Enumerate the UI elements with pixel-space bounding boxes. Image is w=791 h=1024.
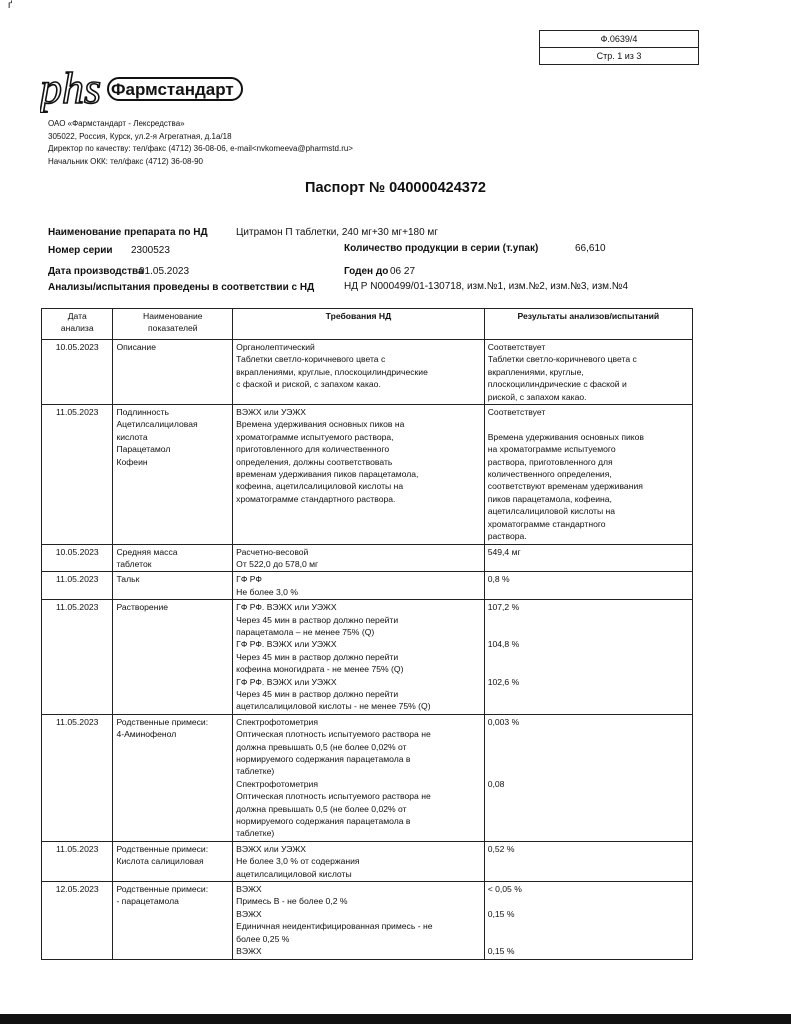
analysis-table	[41, 308, 693, 960]
quality-director: Директор по качеству: тел/факс (4712) 36-08-06, e-mail<nvkomeeva@pharmstd.ru>	[48, 144, 353, 153]
analysis-date: 11.05.2023	[42, 572, 113, 600]
table-row	[42, 882, 693, 959]
qty-label: Количество продукции в серии (т.упак)	[344, 243, 539, 254]
parameter-name: Родственные примеси: - парацетамола	[113, 882, 233, 959]
table-row	[42, 572, 693, 600]
table-header-row	[42, 309, 693, 340]
analysis-date: 10.05.2023	[42, 544, 113, 572]
parameter-name: Родственные примеси: 4-Аминофенол	[113, 714, 233, 841]
okk-head: Начальник ОКК: тел/факс (4712) 36-08-90	[48, 156, 203, 166]
company-info	[48, 118, 353, 168]
form-code: Ф.0639/4	[600, 34, 638, 44]
parameter-name: Родственные примеси: Кислота салициловая	[113, 841, 233, 881]
series-value: 2300523	[131, 245, 170, 256]
page-title: Паспорт № 040000424372	[305, 180, 486, 196]
series-label: Номер серии	[48, 245, 113, 256]
drug-value: Цитрамон П таблетки, 240 мг+30 мг+180 мг	[236, 227, 438, 238]
form-code-box	[539, 30, 699, 65]
table-row	[42, 714, 693, 841]
parameter-name: Растворение	[113, 600, 233, 715]
company-logo	[40, 65, 245, 118]
requirement: ВЭЖХ или УЭЖХ Времена удерживания основных пиков на хроматограмме испытуемого раствора, приготовленного для количественного определения, должны соответствовать временам удерживания пиков парацетамола, кофеина, ацетилсалициловой кислоты на хроматограмме стандартного раствора.	[233, 405, 485, 544]
scan-bottom-edge	[0, 1014, 791, 1024]
requirement: Органолептический Таблетки светло-коричневого цвета с вкраплениями, круглые, плоскоцилиндрические с фаской и риской, с запахом какао.	[233, 340, 485, 405]
requirement: ВЭЖХ или УЭЖХ Не более 3,0 % от содержания ацетилсалициловой кислоты	[233, 841, 485, 881]
requirement: ГФ РФ. ВЭЖХ или УЭЖХ Через 45 мин в раствор должно перейти парацетамола – не менее 75% (Q) ГФ РФ. ВЭЖХ или УЭЖХ Через 45 мин в раствор должно перейти кофеина моногидрата - не менее 75% (Q) ГФ РФ. ВЭЖХ или УЭЖХ Через 45 мин в раствор должно перейти ацетилсалициловой кислоты - не менее 75% (Q)	[233, 600, 485, 715]
table-row	[42, 544, 693, 572]
parameter-name: Средняя масса таблеток	[113, 544, 233, 572]
col-requirements: Требования НД	[233, 309, 485, 340]
table-row	[42, 600, 693, 715]
nd-label: Анализы/испытания проведены в соответствии с НД	[48, 282, 315, 293]
company-address: 305022, Россия, Курск, ул.2-я Агрегатная, д.1а/18	[48, 131, 232, 141]
result: 0,52 %	[484, 841, 692, 881]
table-row	[42, 405, 693, 544]
drug-label: Наименование препарата по НД	[48, 227, 208, 238]
result: 0,003 % 0,08	[484, 714, 692, 841]
analysis-date: 11.05.2023	[42, 405, 113, 544]
col-results: Результаты анализов/испытаний	[484, 309, 692, 340]
expiry-value: 06 27	[390, 266, 416, 277]
col-name: Наименование показателей	[113, 309, 233, 340]
parameter-name: Подлинность Ацетилсалициловая кислота Парацетамол Кофеин	[113, 405, 233, 544]
requirement: Спектрофотометрия Оптическая плотность испытуемого раствора не должна превышать 0,5 (не более 0,02% от нормируемого содержания парацетамола в таблетке) Спектрофотометрия Оптическая плотность испытуемого раствора не должна превышать 0,5 (не более 0,02% от нормируемого содержания парацетамола в таблетке)	[233, 714, 485, 841]
col-date: Дата анализа	[42, 309, 113, 340]
requirement: ВЭЖХ Примесь В - не более 0,2 % ВЭЖХ Единичная неидентифицированная примесь - не более 0,25 % ВЭЖХ	[233, 882, 485, 959]
table-row	[42, 841, 693, 881]
analysis-date: 11.05.2023	[42, 841, 113, 881]
analysis-date: 11.05.2023	[42, 600, 113, 715]
page-number: Стр. 1 из 3	[540, 47, 698, 64]
analysis-date: 11.05.2023	[42, 714, 113, 841]
result: Соответствует Времена удерживания основных пиков на хроматограмме испытуемого раствора, приготовленного для количественного определения, соответствуют временам удерживания пиков парацетамола, кофеина, ацетилсалициловой кислоты на хроматограмме стандартного раствора.	[484, 405, 692, 544]
corner-mark: ґ	[8, 0, 13, 11]
logo-letters: phs	[40, 65, 102, 113]
analysis-date: 10.05.2023	[42, 340, 113, 405]
qty-value: 66,610	[575, 243, 606, 254]
date-value: 01.05.2023	[139, 266, 190, 277]
result: 549,4 мг	[484, 544, 692, 572]
result: < 0,05 % 0,15 % 0,15 %	[484, 882, 692, 959]
parameter-name: Описание	[113, 340, 233, 405]
result: 107,2 % 104,8 % 102,6 %	[484, 600, 692, 715]
logo-name: Фармстандарт	[111, 80, 234, 99]
result: 0,8 %	[484, 572, 692, 600]
requirement: ГФ РФ Не более 3,0 %	[233, 572, 485, 600]
nd-value: НД Р N000499/01-130718, изм.№1, изм.№2, изм.№3, изм.№4	[344, 281, 629, 292]
analysis-date: 12.05.2023	[42, 882, 113, 959]
expiry-label: Годен до	[344, 266, 389, 277]
date-label: Дата производства	[48, 266, 144, 277]
requirement: Расчетно-весовой От 522,0 до 578,0 мг	[233, 544, 485, 572]
company-name: ОАО «Фармстандарт - Лексредства»	[48, 119, 185, 128]
result: Соответствует Таблетки светло-коричневого цвета с вкраплениями, круглые, плоскоцилиндрические с фаской и риской, с запахом какао.	[484, 340, 692, 405]
table-row	[42, 340, 693, 405]
parameter-name: Тальк	[113, 572, 233, 600]
